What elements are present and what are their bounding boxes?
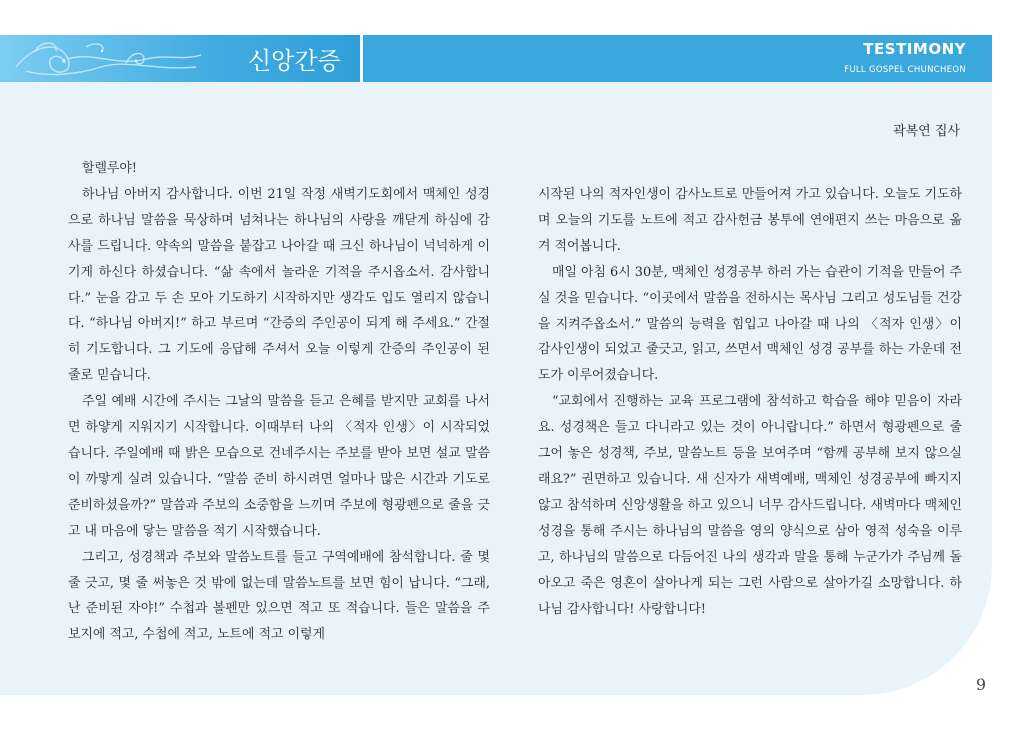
ornament-swirl-icon [6, 37, 206, 81]
title-divider [360, 35, 363, 82]
brand-title: TESTIMONY [863, 40, 966, 58]
page-number: 9 [975, 675, 986, 694]
brand-subtitle: FULL GOSPEL CHUNCHEON [844, 65, 966, 75]
paragraph: 그리고, 성경책과 주보와 말씀노트를 들고 구역예배에 참석합니다. 줄 몇 줄 긋고, 몇 줄 써놓은 것 밖에 없는데 말씀노트를 보면 힘이 납니다. “그래, 난 준비된 자야!” 수첩과 볼펜만 있으면 적고 또 적습니다. 들은 말씀을 주보지에 적고, 수첩에 적고, 노트에 적고 이렇게 [68, 549, 490, 643]
section-title: 신앙간증 [248, 47, 341, 75]
paragraph: “교회에서 진행하는 교육 프로그램에 참석하고 학습을 해야 믿음이 자라요. 성경책은 들고 다니라고 있는 것이 아니랍니다.” 하면서 형광펜으로 줄 그어 놓은 성경책, 주보, 말씀노트 등을 보여주며 “함께 공부해 보지 않으실래요?” 권면하고 있습니다. 새 신자가 새벽예배, 맥체인 성경공부에 빠지지 않고 참석하며 신앙생활을 하고 있으니 너무 감사드립니다. 새벽마다 맥체인 성경을 통해 주시는 하나님의 말씀을 영의 양식으로 삼아 영적 성숙을 이루고, 하나님의 말씀으로 다듬어진 나의 생각과 말을 통해 누군가가 주님께 돌아오고 죽은 영혼이 살아나게 되는 그런 사람으로 살아가길 소망합니다. 하나님 감사합니다! 사랑합니다! [538, 394, 962, 617]
paragraph: 매일 아침 6시 30분, 맥체인 성경공부 하러 가는 습관이 기적을 만들어 주실 것을 믿습니다. “이곳에서 말씀을 전하시는 목사님 그리고 성도님들 건강을 지켜주옵소서.” 말씀의 능력을 힘입고 나아갈 때 나의 〈적자 인생〉이 감사인생이 되었고 줄긋고, 읽고, 쓰면서 맥체인 성경 공부를 하는 가운데 전도가 이루어졌습니다. [538, 264, 962, 384]
paragraph: 하나님 아버지 감사합니다. 이번 21일 작정 새벽기도회에서 맥체인 성경으로 하나님 말씀을 묵상하며 넘쳐나는 하나님의 사랑을 깨닫게 하심에 감사를 드립니다. 약속의 말씀을 붙잡고 나아갈 때 크신 하나님이 넉넉하게 이기게 하신다 하셨습니다. “삶 속에서 놀라운 기적을 주시옵소서. 감사합니다.” 눈을 감고 두 손 모아 기도하기 시작하지만 생각도 입도 열리지 않습니다. “하나님 아버지!” 하고 부르며 “간증의 주인공이 되게 해 주세요.” 간절히 기도합니다. 그 기도에 응답해 주셔서 오늘 이렇게 간증의 주인공이 된 줄로 믿습니다. [68, 186, 490, 384]
left-text-column [68, 156, 490, 648]
header-bar [0, 35, 992, 82]
section-title-box [0, 35, 360, 82]
paragraph: 시작된 나의 적자인생이 감사노트로 만들어져 가고 있습니다. 오늘도 기도하며 오늘의 기도를 노트에 적고 감사헌금 봉투에 연애편지 쓰는 마음으로 옮겨 적어봅니다. [538, 187, 962, 254]
author-name: 곽복연 집사 [893, 124, 960, 139]
paragraph: 할렐루야! [82, 161, 137, 176]
paragraph: 주일 예배 시간에 주시는 그날의 말씀을 듣고 은혜를 받지만 교회를 나서면 하얗게 지워지기 시작합니다. 이때부터 나의 〈적자 인생〉이 시작되었습니다. 주일예배 때 밝은 모습으로 건네주시는 주보를 받아 보면 설교 말씀이 까맣게 실려 있습니다. “말씀 준비 하시려면 얼마나 많은 시간과 기도로 준비하셨을까?” 말씀과 주보의 소중함을 느끼며 주보에 형광펜으로 줄을 긋고 내 마음에 닿는 말씀을 적기 시작했습니다. [68, 394, 490, 539]
right-text-column [538, 182, 962, 622]
